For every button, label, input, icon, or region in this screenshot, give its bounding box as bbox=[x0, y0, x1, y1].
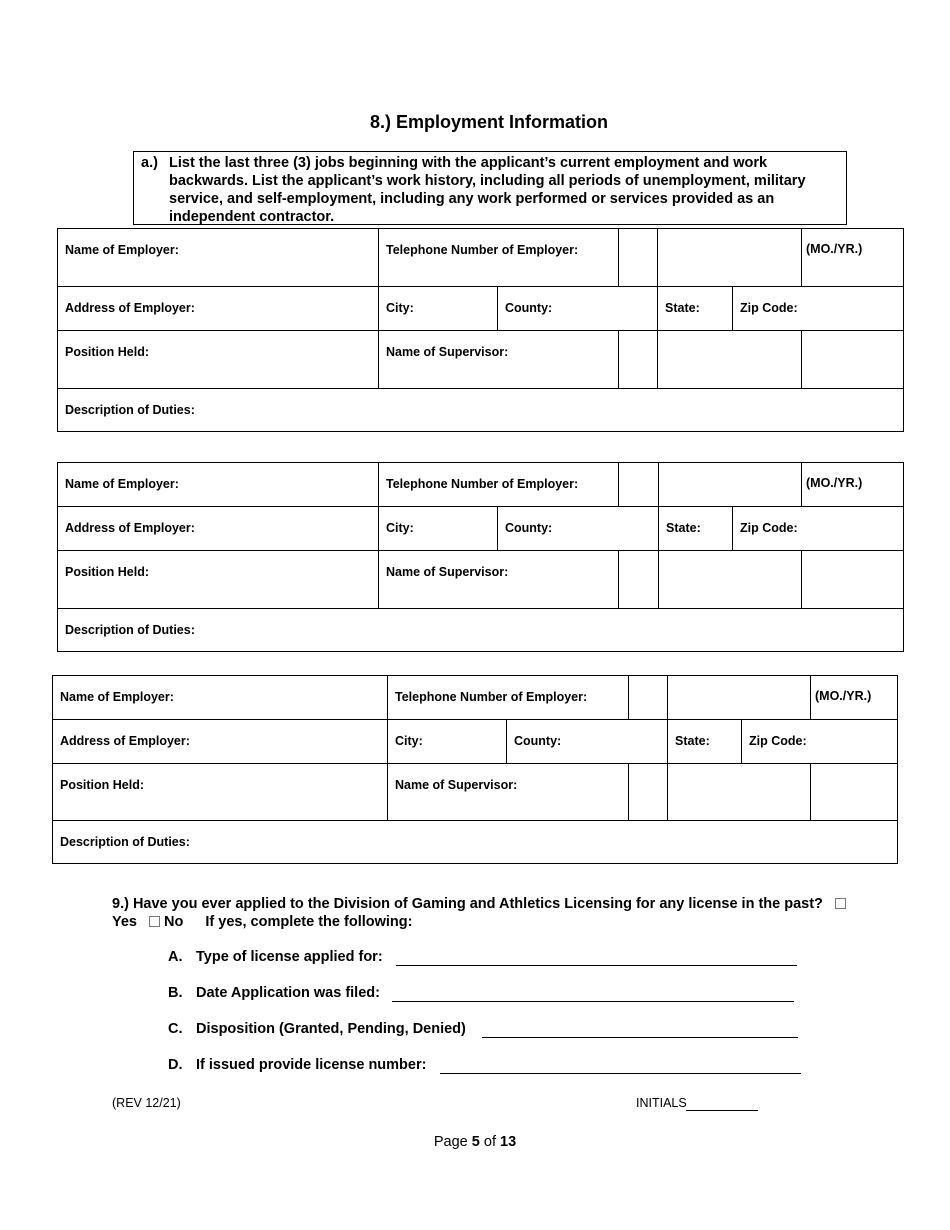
yes-label: Yes bbox=[112, 914, 137, 930]
question-9-text: 9.) Have you ever applied to the Division of Gaming and Athletics Licensing for any license in the past? bbox=[112, 896, 823, 912]
item-c-letter: C. bbox=[168, 1021, 183, 1037]
duties-field[interactable] bbox=[57, 608, 904, 652]
county-label: County: bbox=[505, 521, 553, 535]
telephone-label: Telephone Number of Employer: bbox=[395, 690, 588, 704]
duties-field[interactable] bbox=[52, 820, 898, 864]
item-c bbox=[168, 1021, 466, 1037]
county-field[interactable] bbox=[497, 286, 657, 330]
item-b-letter: B. bbox=[168, 985, 183, 1001]
col-divider bbox=[810, 763, 811, 820]
address-label: Address of Employer: bbox=[65, 521, 195, 535]
employment-block-2 bbox=[57, 462, 904, 652]
duties-label: Description of Duties: bbox=[60, 835, 190, 849]
position-field[interactable] bbox=[57, 330, 378, 388]
duties-label: Description of Duties: bbox=[65, 403, 195, 417]
telephone-label: Telephone Number of Employer: bbox=[386, 477, 579, 491]
state-label: State: bbox=[675, 734, 710, 748]
item-b bbox=[168, 985, 380, 1001]
county-label: County: bbox=[505, 301, 553, 315]
no-checkbox[interactable] bbox=[149, 916, 160, 927]
zip-field[interactable] bbox=[732, 286, 904, 330]
address-label: Address of Employer: bbox=[65, 301, 195, 315]
disposition-input[interactable] bbox=[482, 1037, 798, 1038]
page-total: 13 bbox=[500, 1134, 517, 1150]
zip-label: Zip Code: bbox=[740, 301, 798, 315]
supervisor-label: Name of Supervisor: bbox=[395, 778, 518, 792]
mo-yr-label: (MO./YR.) bbox=[806, 242, 863, 256]
zip-field[interactable] bbox=[741, 719, 898, 763]
employment-block-1 bbox=[57, 228, 904, 432]
city-field[interactable] bbox=[378, 506, 497, 550]
mo-yr-label: (MO./YR.) bbox=[806, 476, 863, 490]
telephone-field[interactable] bbox=[378, 228, 618, 286]
telephone-field[interactable] bbox=[387, 675, 628, 719]
duties-label: Description of Duties: bbox=[65, 623, 195, 637]
item-d-label: If issued provide license number: bbox=[196, 1057, 427, 1073]
zip-field[interactable] bbox=[732, 506, 904, 550]
page-of: of bbox=[483, 1134, 496, 1150]
state-label: State: bbox=[665, 301, 700, 315]
employer-name-label: Name of Employer: bbox=[60, 690, 174, 704]
supervisor-field[interactable] bbox=[387, 763, 628, 820]
date-from-field[interactable] bbox=[667, 675, 810, 719]
zip-label: Zip Code: bbox=[740, 521, 798, 535]
col-divider bbox=[618, 228, 619, 286]
col-divider bbox=[801, 550, 802, 608]
city-field[interactable] bbox=[378, 286, 497, 330]
revision-code: (REV 12/21) bbox=[112, 1096, 181, 1110]
item-d bbox=[168, 1057, 426, 1073]
instructions-body: List the last three (3) jobs beginning with the applicant’s current employment and work backwards. List the applicant’s work history, including all periods of unemployment, military service, and self-employment, including any work performed or services provided as an independent contractor. bbox=[169, 155, 806, 225]
supervisor-field[interactable] bbox=[378, 550, 618, 608]
instructions-label: a.) bbox=[141, 155, 158, 171]
col-divider bbox=[628, 675, 629, 719]
position-field[interactable] bbox=[52, 763, 387, 820]
date-from-field[interactable] bbox=[658, 462, 801, 506]
initials-label: INITIALS bbox=[636, 1096, 687, 1110]
question-9 bbox=[112, 895, 852, 931]
address-field[interactable] bbox=[57, 506, 378, 550]
employer-name-field[interactable] bbox=[52, 675, 387, 719]
col-divider bbox=[628, 763, 629, 820]
city-label: City: bbox=[386, 521, 414, 535]
position-label: Position Held: bbox=[65, 345, 150, 359]
supervisor-field[interactable] bbox=[378, 330, 618, 388]
supervisor-label: Name of Supervisor: bbox=[386, 565, 509, 579]
telephone-label: Telephone Number of Employer: bbox=[386, 243, 579, 257]
page-prefix: Page bbox=[433, 1134, 468, 1150]
county-label: County: bbox=[514, 734, 562, 748]
state-field[interactable] bbox=[667, 719, 741, 763]
address-label: Address of Employer: bbox=[60, 734, 190, 748]
col-divider bbox=[618, 550, 619, 608]
duties-field[interactable] bbox=[57, 388, 904, 432]
address-field[interactable] bbox=[57, 286, 378, 330]
position-label: Position Held: bbox=[65, 565, 150, 579]
col-divider bbox=[801, 228, 802, 286]
city-label: City: bbox=[395, 734, 423, 748]
state-field[interactable] bbox=[658, 506, 732, 550]
position-label: Position Held: bbox=[60, 778, 145, 792]
mo-yr-label: (MO./YR.) bbox=[815, 689, 872, 703]
telephone-field[interactable] bbox=[378, 462, 618, 506]
employer-name-label: Name of Employer: bbox=[65, 477, 179, 491]
item-b-label: Date Application was filed: bbox=[196, 985, 380, 1001]
page-number bbox=[0, 1134, 950, 1150]
state-label: State: bbox=[666, 521, 701, 535]
date-from-field[interactable] bbox=[657, 228, 801, 286]
col-divider bbox=[801, 462, 802, 506]
col-divider bbox=[810, 675, 811, 719]
instructions-text bbox=[141, 154, 841, 226]
employment-block-3 bbox=[52, 675, 898, 864]
item-d-letter: D. bbox=[168, 1057, 183, 1073]
col-divider bbox=[618, 462, 619, 506]
county-field[interactable] bbox=[506, 719, 667, 763]
page-current: 5 bbox=[471, 1134, 480, 1150]
employer-name-field[interactable] bbox=[57, 462, 378, 506]
item-a bbox=[168, 949, 383, 965]
zip-label: Zip Code: bbox=[749, 734, 807, 748]
state-field[interactable] bbox=[657, 286, 732, 330]
date-filed-input[interactable] bbox=[392, 1001, 794, 1002]
question-9-instruction: If yes, complete the following: bbox=[205, 914, 413, 930]
employer-name-field[interactable] bbox=[57, 228, 378, 286]
col-divider bbox=[618, 330, 619, 388]
col-divider bbox=[801, 330, 802, 388]
item-a-letter: A. bbox=[168, 949, 183, 965]
supervisor-label: Name of Supervisor: bbox=[386, 345, 509, 359]
position-field[interactable] bbox=[57, 550, 378, 608]
item-a-label: Type of license applied for: bbox=[196, 949, 383, 965]
license-number-input[interactable] bbox=[440, 1073, 801, 1074]
license-type-input[interactable] bbox=[396, 965, 797, 966]
yes-checkbox[interactable] bbox=[835, 898, 846, 909]
address-field[interactable] bbox=[52, 719, 387, 763]
section-title: 8.) Employment Information bbox=[369, 112, 609, 132]
item-c-label: Disposition (Granted, Pending, Denied) bbox=[196, 1021, 466, 1037]
no-label: No bbox=[164, 914, 184, 930]
city-field[interactable] bbox=[387, 719, 506, 763]
city-label: City: bbox=[386, 301, 414, 315]
initials-input[interactable] bbox=[686, 1110, 758, 1111]
employer-name-label: Name of Employer: bbox=[65, 243, 179, 257]
county-field[interactable] bbox=[497, 506, 658, 550]
